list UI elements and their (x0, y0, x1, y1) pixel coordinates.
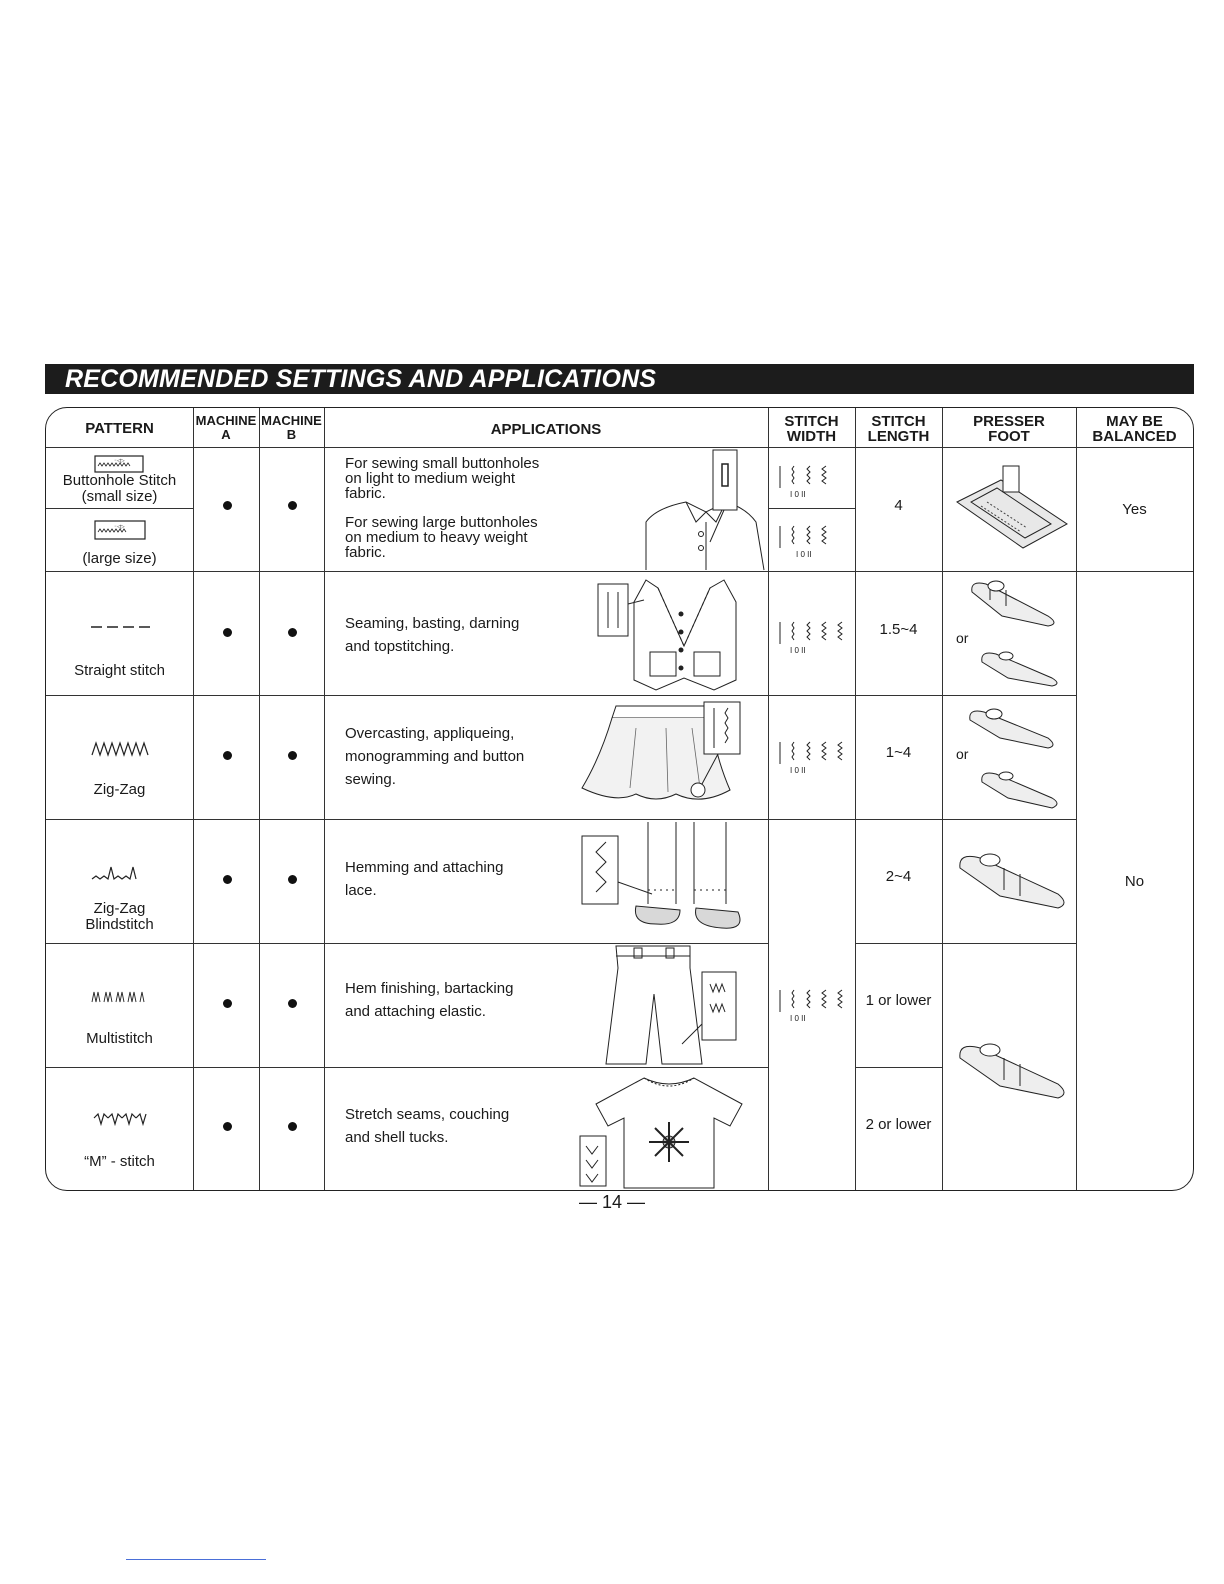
stitch-width-indicator (776, 988, 848, 1022)
multistitch-icon (90, 988, 150, 1004)
svg-text:I 0 II: I 0 II (796, 550, 812, 559)
or-label: or (956, 746, 969, 762)
stitch-length-value: 2~4 (885, 868, 912, 885)
header-machine-b: MACHINE B (261, 413, 322, 442)
col-divider (259, 408, 260, 1190)
application-text: For sewing large buttonholes on medium to heavy weight fabric. (345, 514, 538, 561)
presser-foot-icon (976, 764, 1066, 810)
machine-a-dot (223, 875, 232, 884)
machine-a-dot (223, 501, 232, 510)
or-label: or (956, 630, 969, 646)
stitch-length-value: 1~4 (885, 744, 912, 761)
presser-foot-icon (954, 1038, 1070, 1104)
section-title: RECOMMENDED SETTINGS AND APPLICATIONS (65, 365, 657, 393)
buttonhole-foot-icon (951, 460, 1069, 556)
pattern-blindstitch: Zig-Zag Blindstitch (85, 900, 154, 933)
pattern-zigzag: Zig-Zag (93, 781, 146, 798)
jeans-illustration (586, 944, 766, 1066)
col-divider (324, 408, 325, 1190)
buttonhole-small-icon (94, 455, 144, 473)
vest-illustration (596, 574, 766, 696)
col-divider (855, 408, 856, 1190)
stitch-length-value: 4 (894, 497, 903, 514)
row-divider (855, 943, 1076, 944)
machine-b-dot (288, 875, 297, 884)
blindstitch-icon (90, 864, 150, 882)
header-presser-foot: PRESSER FOOT (973, 413, 1045, 445)
skirt-illustration (576, 698, 756, 818)
stitch-width-indicator (776, 620, 848, 654)
stitch-length-value: 1.5~4 (879, 621, 918, 638)
balanced-no: No (1124, 873, 1145, 890)
machine-b-dot (288, 999, 297, 1008)
m-stitch-icon (90, 1110, 150, 1126)
machine-a-dot (223, 628, 232, 637)
svg-text:I 0 II: I 0 II (790, 766, 806, 775)
presser-foot-icon (962, 702, 1062, 752)
machine-a-dot (223, 1122, 232, 1131)
application-text: Overcasting, appliqueing, monogramming and button sewing. (345, 725, 525, 788)
page-number: — 14 — (578, 1192, 646, 1212)
tshirt-illustration (574, 1068, 764, 1190)
presser-foot-icon (976, 644, 1066, 688)
svg-text:◦◁▷: ◦◁▷ (114, 524, 125, 530)
machine-a-dot (223, 999, 232, 1008)
svg-text:I 0 II: I 0 II (790, 490, 806, 499)
trousers-illustration (576, 822, 766, 942)
header-may-be-balanced: MAY BE BALANCED (1092, 413, 1177, 445)
header-machine-a: MACHINE A (195, 413, 257, 442)
row-divider (46, 695, 1076, 696)
col-divider (193, 408, 194, 1190)
pattern-buttonhole-small: Buttonhole Stitch (small size) (62, 472, 177, 505)
machine-b-dot (288, 1122, 297, 1131)
col-divider (1076, 408, 1077, 1190)
pattern-multistitch: Multistitch (86, 1030, 153, 1047)
balanced-yes: Yes (1122, 501, 1147, 518)
row-divider (855, 1067, 942, 1068)
pattern-buttonhole-large: (large size) (82, 550, 157, 567)
header-pattern: PATTERN (85, 420, 154, 437)
settings-table (45, 407, 1194, 1191)
row-divider (46, 508, 193, 509)
zigzag-stitch-icon (90, 741, 150, 757)
straight-stitch-icon (89, 623, 151, 631)
stitch-length-value: 1 or lower (865, 992, 932, 1009)
section-title-banner (45, 364, 1194, 394)
col-divider (768, 408, 769, 1190)
application-text: Hem finishing, bartacking and attaching elastic. (345, 980, 514, 1020)
machine-b-dot (288, 501, 297, 510)
header-stitch-length: STITCH LENGTH (867, 413, 930, 445)
buttonhole-large-icon (94, 520, 146, 540)
row-divider (768, 508, 855, 509)
row-divider (46, 571, 1193, 572)
header-applications: APPLICATIONS (490, 421, 602, 438)
presser-foot-icon (962, 576, 1062, 630)
pattern-m-stitch: “M” - stitch (84, 1153, 155, 1170)
application-text: For sewing small buttonholes on light to medium weight fabric. (345, 455, 540, 502)
presser-foot-icon (954, 848, 1070, 914)
application-text: Hemming and attaching lace. (345, 859, 504, 899)
application-text: Stretch seams, couching and shell tucks. (345, 1106, 510, 1146)
row-divider (46, 819, 1076, 820)
svg-text:I 0 II: I 0 II (790, 646, 806, 655)
stitch-length-value: 2 or lower (865, 1116, 932, 1133)
shirt-buttonhole-illustration (586, 450, 766, 570)
pattern-straight: Straight stitch (74, 662, 165, 679)
header-stitch-width: STITCH WIDTH (784, 413, 839, 445)
svg-text:I 0 II: I 0 II (790, 1014, 806, 1023)
application-text: Seaming, basting, darning and topstitching. (345, 615, 520, 655)
header-divider (46, 447, 1193, 448)
machine-b-dot (288, 628, 297, 637)
footer-rule (126, 1559, 266, 1560)
svg-text:◦◁▷: ◦◁▷ (114, 458, 125, 464)
stitch-width-indicator (776, 524, 848, 558)
stitch-width-indicator (776, 464, 848, 498)
machine-a-dot (223, 751, 232, 760)
col-divider (942, 408, 943, 1190)
stitch-width-indicator (776, 740, 848, 774)
machine-b-dot (288, 751, 297, 760)
